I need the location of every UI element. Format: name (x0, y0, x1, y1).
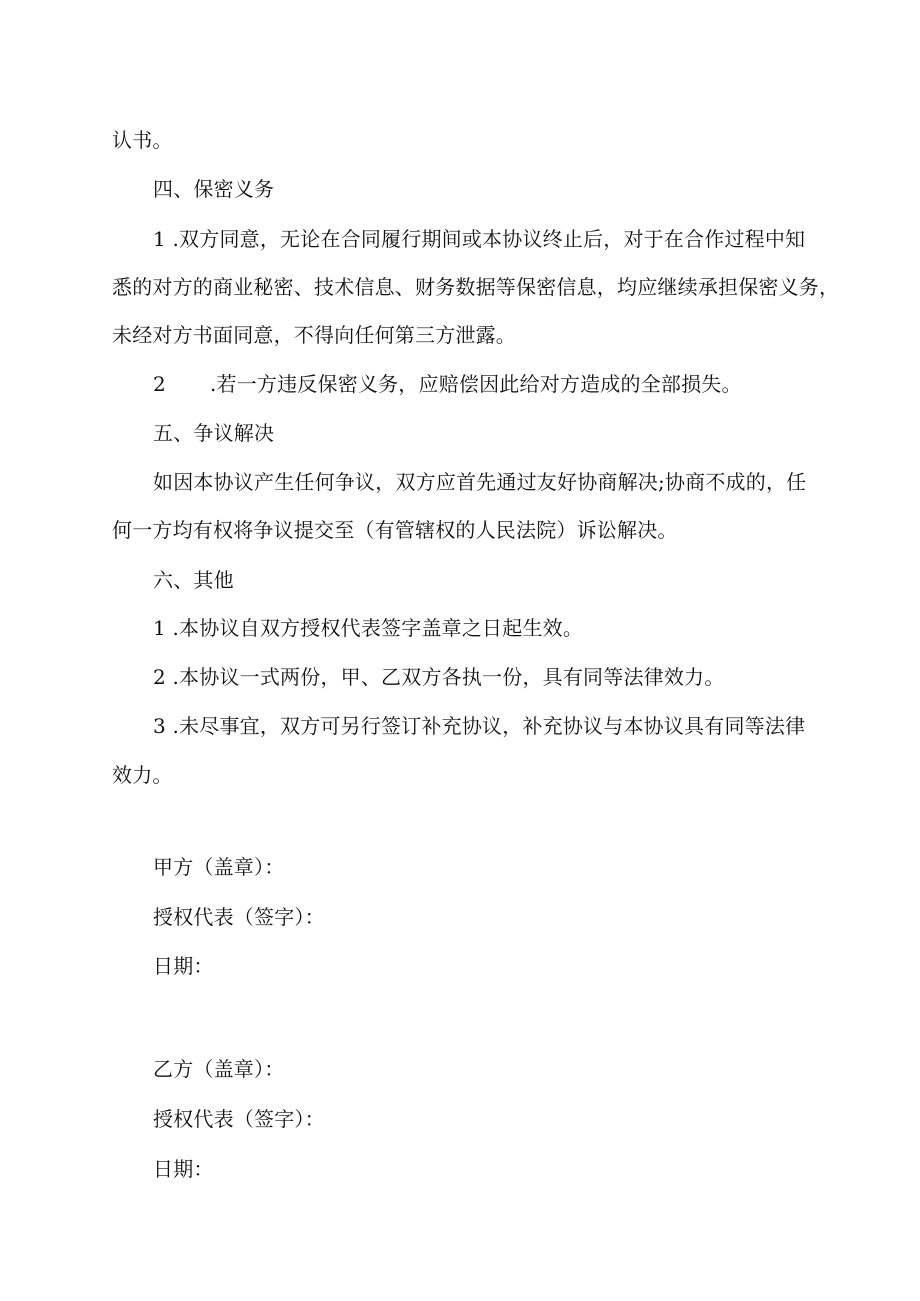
item-number: 1 (153, 227, 166, 251)
confidentiality-item-1 (153, 226, 805, 252)
party-b-rep-label: 授权代表（签字）： (153, 1107, 325, 1131)
confidentiality-item-2 (153, 371, 742, 397)
intro-tail: 认书。 (112, 128, 173, 152)
item-text: .本协议自双方授权代表签字盖章之日起生效。 (165, 616, 584, 640)
party-a-rep-label: 授权代表（签字）： (153, 905, 325, 929)
other-heading: 六、其他 (153, 568, 234, 592)
confidentiality-item-1-line-3: 未经对方书面同意，不得向任何第三方泄露。 (112, 323, 516, 347)
confidentiality-heading: 四、保密义务 (153, 177, 275, 201)
confidentiality-item-1-line-2: 悉的对方的商业秘密、技术信息、财务数据等保密信息，均应继续承担保密义务， (112, 275, 840, 299)
item-number: 3 (153, 714, 166, 738)
dispute-heading: 五、争议解决 (153, 421, 275, 445)
party-a-date-label: 日期： (153, 954, 214, 978)
item-text: .双方同意，无论在合同履行期间或本协议终止后，对于在合作过程中知 (165, 227, 806, 251)
other-item-3-line-2: 效力。 (112, 763, 173, 787)
dispute-line-1: 如因本协议产生任何争议，双方应首先通过友好协商解决;协商不成的，任 (153, 470, 807, 494)
item-text: .若一方违反保密义务，应赔偿因此给对方造成的全部损失。 (209, 372, 742, 396)
item-number: 2 (153, 665, 166, 689)
item-text: .未尽事宜，双方可另行签订补充协议，补充协议与本协议具有同等法律 (165, 714, 806, 738)
party-b-date-label: 日期： (153, 1157, 214, 1181)
party-a-seal-label: 甲方（盖章）： (153, 855, 285, 879)
other-item-3 (153, 713, 805, 739)
item-number: 1 (153, 616, 166, 640)
other-item-2 (153, 664, 724, 690)
party-b-seal-label: 乙方（盖章）： (153, 1057, 285, 1081)
item-text: .本协议一式两份，甲、乙双方各执一份，具有同等法律效力。 (165, 665, 725, 689)
dispute-line-2: 何一方均有权将争议提交至（有管辖权的人民法院）诉讼解决。 (112, 518, 678, 542)
item-number: 2 (153, 372, 166, 396)
other-item-1 (153, 615, 583, 641)
